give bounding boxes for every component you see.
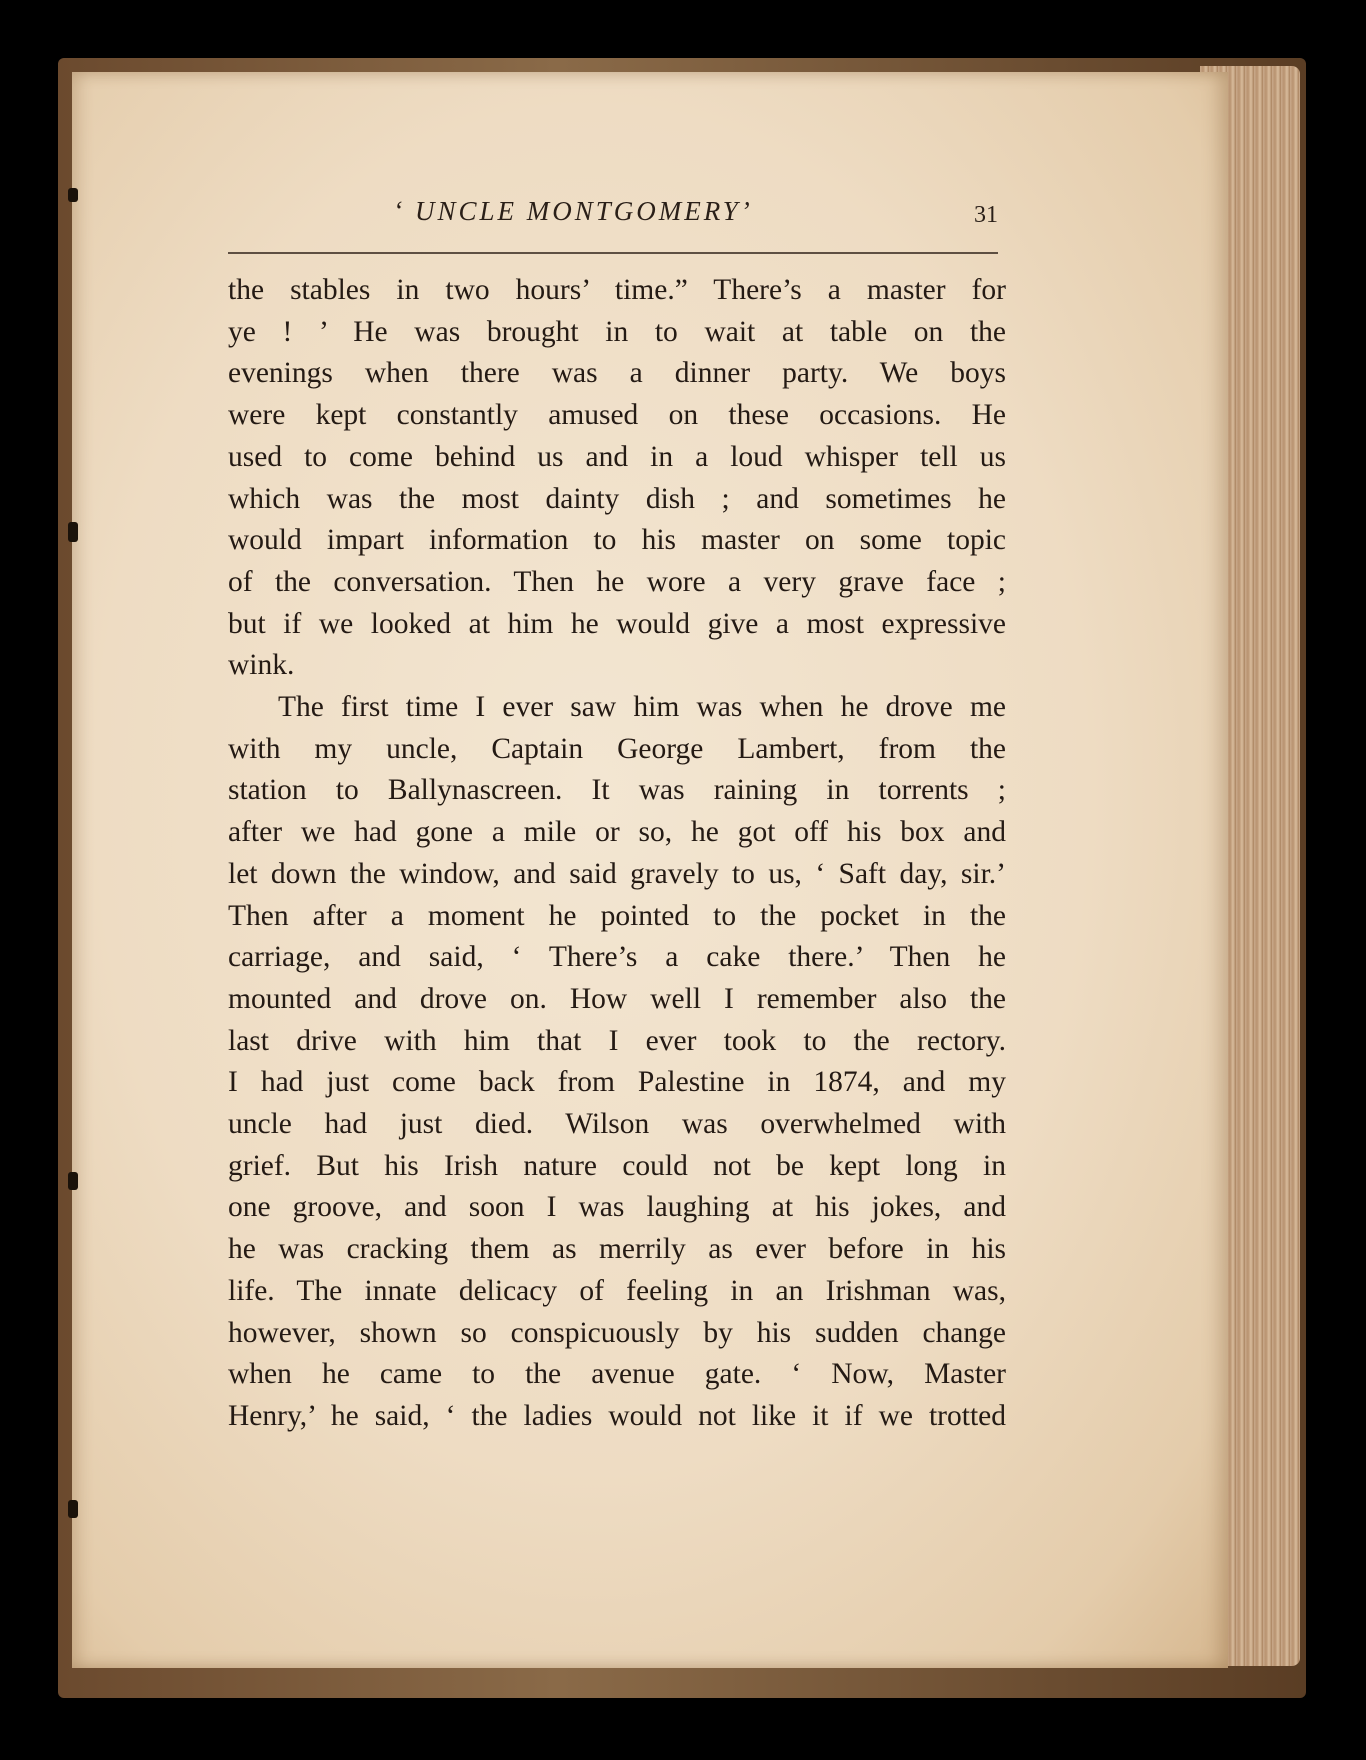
text-line: with my uncle, Captain George Lambert, from the <box>228 732 1006 765</box>
text-line: life. The innate delicacy of feeling in an Irishman was, <box>228 1274 1006 1307</box>
text-line: used to come behind us and in a loud whisper tell us <box>228 440 1006 473</box>
text-line: when he came to the avenue gate. ‘ Now, Master <box>228 1358 1006 1391</box>
paragraph-start-line: The first time I ever saw him was when he drove me <box>278 691 1006 724</box>
text-line: wink. <box>228 649 295 682</box>
text-line: the stables in two hours’ time.” There’s a master for <box>228 274 1006 306</box>
page-number: 31 <box>974 202 998 228</box>
text-line: which was the most dainty dish ; and sometimes he <box>228 482 1006 515</box>
body-text <box>228 270 1006 1438</box>
header-rule <box>228 252 998 254</box>
binding-thread-mark <box>68 522 78 542</box>
text-line: one groove, and soon I was laughing at his jokes, and <box>228 1191 1006 1224</box>
text-line: Henry,’ he said, ‘ the ladies would not like it if we trotted <box>228 1399 1006 1432</box>
text-line: however, shown so conspicuously by his sudden change <box>228 1316 1006 1349</box>
text-line: were kept constantly amused on these occasions. He <box>228 399 1006 432</box>
running-title: ‘ UNCLE MONTGOMERY’ <box>393 196 753 226</box>
text-line: mounted and drove on. How well I remember also the <box>228 982 1006 1015</box>
text-line: last drive with him that I ever took to the rectory. <box>228 1024 1006 1057</box>
text-line: evenings when there was a dinner party. We boys <box>228 357 1006 390</box>
text-line: after we had gone a mile or so, he got off his box and <box>228 816 1006 849</box>
text-line: station to Ballynascreen. It was raining in torrents ; <box>228 774 1006 807</box>
text-line: but if we looked at him he would give a most expressive <box>228 607 1006 640</box>
text-line: he was cracking them as merrily as ever before in his <box>228 1233 1006 1266</box>
binding-thread-mark <box>68 1500 78 1518</box>
binding-thread-mark <box>68 1172 78 1190</box>
text-line: ye ! ’ He was brought in to wait at table on the <box>228 315 1006 348</box>
text-line: of the conversation. Then he wore a very grave face ; <box>228 565 1006 598</box>
text-line: I had just come back from Palestine in 1874, and my <box>228 1066 1006 1099</box>
text-line: would impart information to his master on some topic <box>228 524 1006 557</box>
text-line: let down the window, and said gravely to us, ‘ Saft day, sir.’ <box>228 857 1006 890</box>
text-line: carriage, and said, ‘ There’s a cake there.’ Then he <box>228 941 1006 974</box>
text-line: grief. But his Irish nature could not be kept long in <box>228 1149 1006 1182</box>
binding-thread-mark <box>68 188 78 202</box>
running-head <box>228 196 998 236</box>
text-line: Then after a moment he pointed to the pocket in the <box>228 899 1006 932</box>
text-line: uncle had just died. Wilson was overwhelmed with <box>228 1108 1006 1141</box>
